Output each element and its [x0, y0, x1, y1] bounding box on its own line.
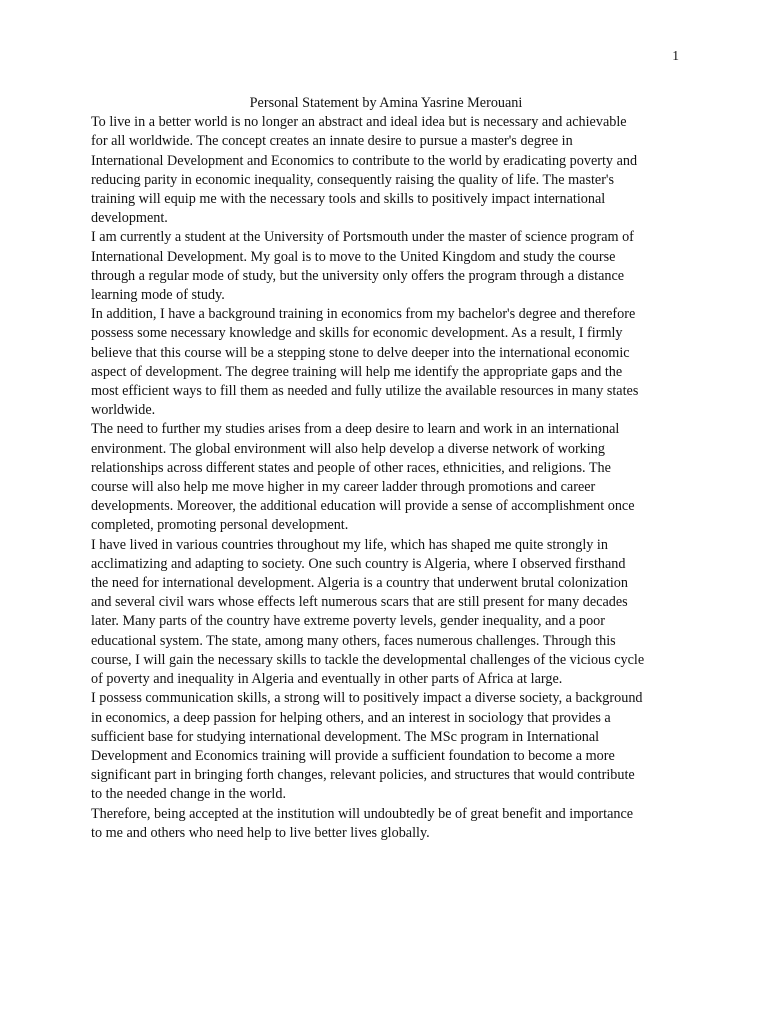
text-line: International Development and Economics to contribute to the world by eradicating poverty and: [91, 152, 638, 169]
text-line: the need for international development. Algeria is a country that underwent brutal colonization: [91, 575, 628, 592]
document-title: Personal Statement by Amina Yasrine Merouani: [249, 95, 523, 111]
paragraph-list: [91, 113, 681, 843]
text-line: educational system. The state, among many others, faces numerous challenges. Through this: [91, 632, 616, 649]
text-line: through a regular mode of study, but the university only offers the program through a distance: [91, 267, 625, 284]
paragraph: [91, 305, 681, 420]
text-line: learning mode of study.: [91, 287, 225, 304]
text-line: training will equip me with the necessary tools and skills to positively impact international: [91, 191, 606, 208]
text-line: worldwide.: [91, 402, 156, 419]
text-line: Development and Economics training will provide a sufficient foundation to become a more: [91, 747, 615, 764]
paragraph: [91, 420, 681, 535]
text-line: to me and others who need help to live better lives globally.: [91, 824, 430, 841]
text-line: I possess communication skills, a strong will to positively impact a diverse society, a background: [91, 690, 643, 707]
text-line: I am currently a student at the University of Portsmouth under the master of science program of: [91, 229, 634, 246]
text-line: course will also help me move higher in my career ladder through promotions and career: [91, 479, 596, 496]
text-line: The need to further my studies arises from a deep desire to learn and work in an international: [91, 421, 620, 438]
text-line: significant part in bringing forth changes, relevant policies, and structures that would contribute: [91, 767, 635, 784]
text-line: and several civil wars whose effects left numerous scars that are still present for many decades: [91, 594, 628, 611]
paragraph: [91, 805, 681, 843]
text-line: in economics, a deep passion for helping others, and an interest in sociology that provides a: [91, 709, 611, 726]
text-line: development.: [91, 210, 168, 227]
paragraph: [91, 228, 681, 305]
text-line: developments. Moreover, the additional education will provide a sense of accomplishment once: [91, 498, 635, 515]
document-body: [91, 94, 681, 843]
text-line: To live in a better world is no longer an abstract and ideal idea but is necessary and achievable: [91, 114, 627, 131]
paragraph: [91, 113, 681, 228]
text-line: In addition, I have a background training in economics from my bachelor's degree and therefore: [91, 306, 636, 323]
text-line: aspect of development. The degree training will help me identify the appropriate gaps and the: [91, 363, 623, 380]
text-line: International Development. My goal is to move to the United Kingdom and study the course: [91, 248, 616, 265]
page-number: 1: [672, 48, 679, 63]
paragraph: [91, 689, 681, 804]
text-line: later. Many parts of the country have extreme poverty levels, gender inequality, and a poor: [91, 613, 605, 630]
text-line: course, I will gain the necessary skills to tackle the developmental challenges of the vicious cycle: [91, 651, 645, 668]
text-line: for all worldwide. The concept creates an innate desire to pursue a master's degree in: [91, 133, 573, 150]
text-line: Therefore, being accepted at the institution will undoubtedly be of great benefit and importance: [91, 805, 634, 822]
text-line: reducing parity in economic inequality, consequently raising the quality of life. The master's: [91, 171, 615, 188]
text-line: relationships across different states and people of other races, ethnicities, and religions. The: [91, 459, 611, 476]
text-line: sufficient base for studying international development. The MSc program in International: [91, 728, 600, 745]
text-line: acclimatizing and adapting to society. One such country is Algeria, where I observed firsthand: [91, 555, 626, 572]
text-line: of poverty and inequality in Algeria and eventually in other parts of Africa at large.: [91, 671, 563, 688]
text-line: possess some necessary knowledge and skills for economic development. As a result, I firmly: [91, 325, 623, 342]
text-line: completed, promoting personal development.: [91, 517, 349, 534]
paragraph: [91, 536, 681, 690]
text-line: to the needed change in the world.: [91, 786, 287, 803]
text-line: believe that this course will be a stepping stone to delve deeper into the international economic: [91, 344, 630, 361]
text-line: environment. The global environment will also help develop a diverse network of working: [91, 440, 605, 457]
text-line: I have lived in various countries throughout my life, which has shaped me quite strongly in: [91, 536, 608, 553]
text-line: most efficient ways to fill them as needed and fully utilize the available resources in many states: [91, 383, 639, 400]
